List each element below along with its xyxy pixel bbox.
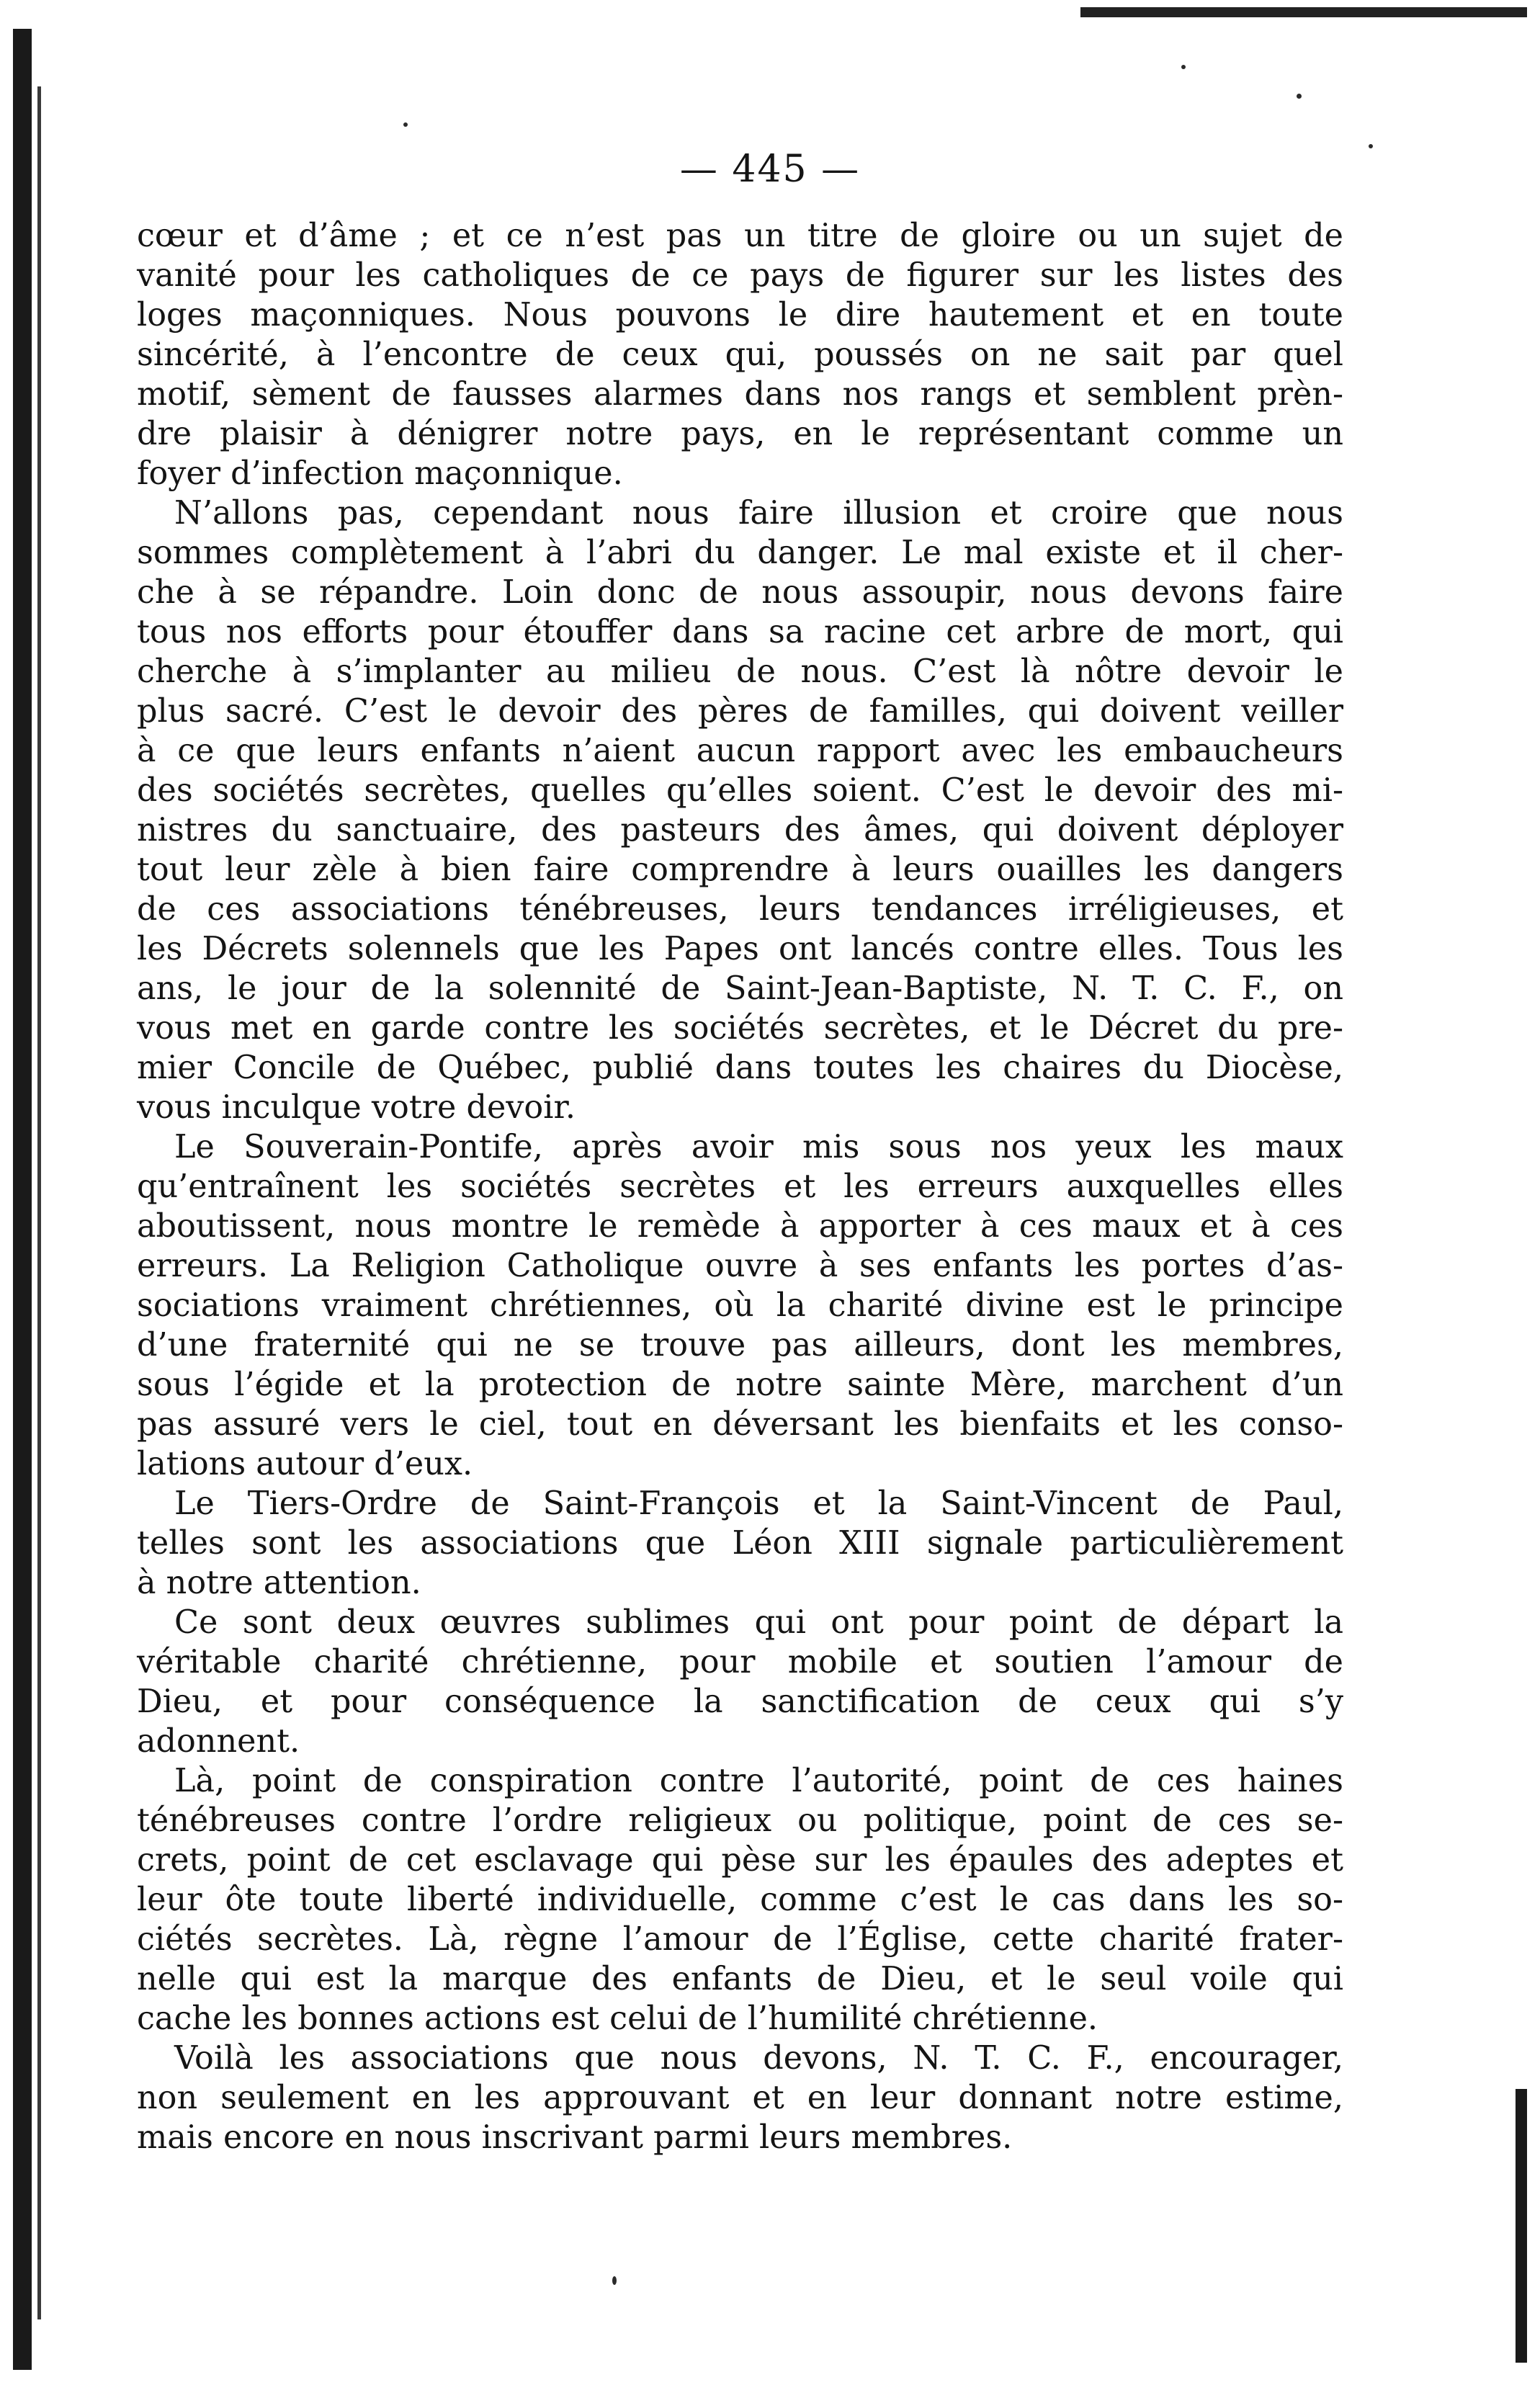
text-line: lations autour d’eux.: [137, 1446, 473, 1482]
text-line: à ce que leurs enfants n’aient aucun rapport avec les embaucheurs: [137, 733, 1343, 769]
text-line: cherche à s’implanter au milieu de nous. C’est là nôtre devoir le: [137, 653, 1343, 690]
text-line: nistres du sanctuaire, des pasteurs des âmes, qui doivent déployer: [137, 812, 1343, 849]
text-line: loges maçonniques. Nous pouvons le dire hautement et en toute: [137, 297, 1343, 334]
scan-artifact-left-line: [37, 86, 41, 2319]
text-line: Voilà les associations que nous devons, N. T. C. F., encourager,: [174, 2040, 1343, 2077]
text-line: qu’entraînent les sociétés secrètes et les erreurs auxquelles elles: [137, 1168, 1343, 1205]
text-line: pas assuré vers le ciel, tout en déversant les bienfaits et les conso-: [137, 1406, 1343, 1443]
text-line: tous nos efforts pour étouffer dans sa racine cet arbre de mort, qui: [137, 614, 1343, 650]
text-line: Ce sont deux œuvres sublimes qui ont pour point de départ la: [174, 1604, 1343, 1641]
text-line: mais encore en nous inscrivant parmi leurs membres.: [137, 2119, 1013, 2156]
text-line: vanité pour les catholiques de ce pays de figurer sur les listes des: [137, 257, 1343, 294]
scan-artifact-left-edge: [13, 29, 32, 2370]
text-line: plus sacré. C’est le devoir des pères de familles, qui doivent veiller: [137, 693, 1343, 730]
text-line: ténébreuses contre l’ordre religieux ou politique, point de ces se-: [137, 1802, 1343, 1839]
text-line: dre plaisir à dénigrer notre pays, en le représentant comme un: [137, 416, 1343, 452]
text-line: foyer d’infection maçonnique.: [137, 455, 623, 492]
text-line: aboutissent, nous montre le remède à apporter à ces maux et à ces: [137, 1208, 1343, 1245]
text-line: che à se répandre. Loin donc de nous assoupir, nous devons faire: [137, 574, 1343, 611]
text-line: d’une fraternité qui ne se trouve pas ailleurs, dont les membres,: [137, 1327, 1343, 1364]
text-line: à notre attention.: [137, 1565, 421, 1601]
text-line: leur ôte toute liberté individuelle, comme c’est le cas dans les so-: [137, 1881, 1343, 1918]
text-line: vous inculque votre devoir.: [137, 1089, 576, 1126]
text-line: sociations vraiment chrétiennes, où la charité divine est le principe: [137, 1287, 1343, 1324]
text-line: des sociétés secrètes, quelles qu’elles soient. C’est le devoir des mi-: [137, 772, 1343, 809]
text-line: de ces associations ténébreuses, leurs tendances irréligieuses, et: [137, 891, 1343, 928]
text-line: telles sont les associations que Léon XIII signale particulièrement: [137, 1525, 1343, 1562]
text-line: véritable charité chrétienne, pour mobile et soutien l’amour de: [137, 1644, 1343, 1681]
text-line: Le Tiers-Ordre de Saint-François et la Saint-Vincent de Paul,: [174, 1485, 1343, 1522]
scan-speck: [612, 2276, 617, 2285]
text-line: adonnent.: [137, 1723, 300, 1760]
scan-speck: [1181, 65, 1186, 69]
text-line: cache les bonnes actions est celui de l’humilité chrétienne.: [137, 2000, 1098, 2037]
scan-speck: [403, 122, 408, 127]
text-line: les Décrets solennels que les Papes ont lancés contre elles. Tous les: [137, 931, 1343, 967]
text-line: erreurs. La Religion Catholique ouvre à ses enfants les portes d’as-: [137, 1248, 1343, 1284]
scan-speck: [1297, 94, 1302, 99]
text-line: sous l’égide et la protection de notre sainte Mère, marchent d’un: [137, 1366, 1343, 1403]
text-line: N’allons pas, cependant nous faire illusion et croire que nous: [174, 495, 1343, 532]
text-line: crets, point de cet esclavage qui pèse sur les épaules des adeptes et: [137, 1842, 1343, 1879]
text-line: Dieu, et pour conséquence la sanctification de ceux qui s’y: [137, 1683, 1343, 1720]
text-line: tout leur zèle à bien faire comprendre à leurs ouailles les dangers: [137, 851, 1343, 888]
text-line: Là, point de conspiration contre l’autorité, point de ces haines: [174, 1763, 1343, 1799]
text-line: motif, sèment de fausses alarmes dans nos rangs et semblent prèn-: [137, 376, 1343, 413]
text-line: nelle qui est la marque des enfants de Dieu, et le seul voile qui: [137, 1961, 1343, 1997]
text-line: non seulement en les approuvant et en leur donnant notre estime,: [137, 2080, 1343, 2116]
text-line: ciétés secrètes. Là, règne l’amour de l’Église, cette charité frater-: [137, 1921, 1343, 1958]
text-line: vous met en garde contre les sociétés secrètes, et le Décret du pre-: [137, 1010, 1343, 1047]
text-line: ans, le jour de la solennité de Saint-Jean-Baptiste, N. T. C. F., on: [137, 970, 1343, 1007]
text-line: mier Concile de Québec, publié dans toutes les chaires du Diocèse,: [137, 1050, 1343, 1086]
scan-artifact-top: [1080, 7, 1527, 17]
text-line: Le Souverain-Pontife, après avoir mis sous nos yeux les maux: [174, 1129, 1343, 1165]
page-number: — 445 —: [679, 148, 861, 191]
text-line: sommes complètement à l’abri du danger. Le mal existe et il cher-: [137, 534, 1343, 571]
text-line: cœur et d’âme ; et ce n’est pas un titre de gloire ou un sujet de: [137, 218, 1343, 254]
text-line: sincérité, à l’encontre de ceux qui, poussés on ne sait par quel: [137, 336, 1343, 373]
scan-artifact-right-edge: [1516, 2089, 1527, 2363]
body-text: [137, 216, 1343, 2157]
